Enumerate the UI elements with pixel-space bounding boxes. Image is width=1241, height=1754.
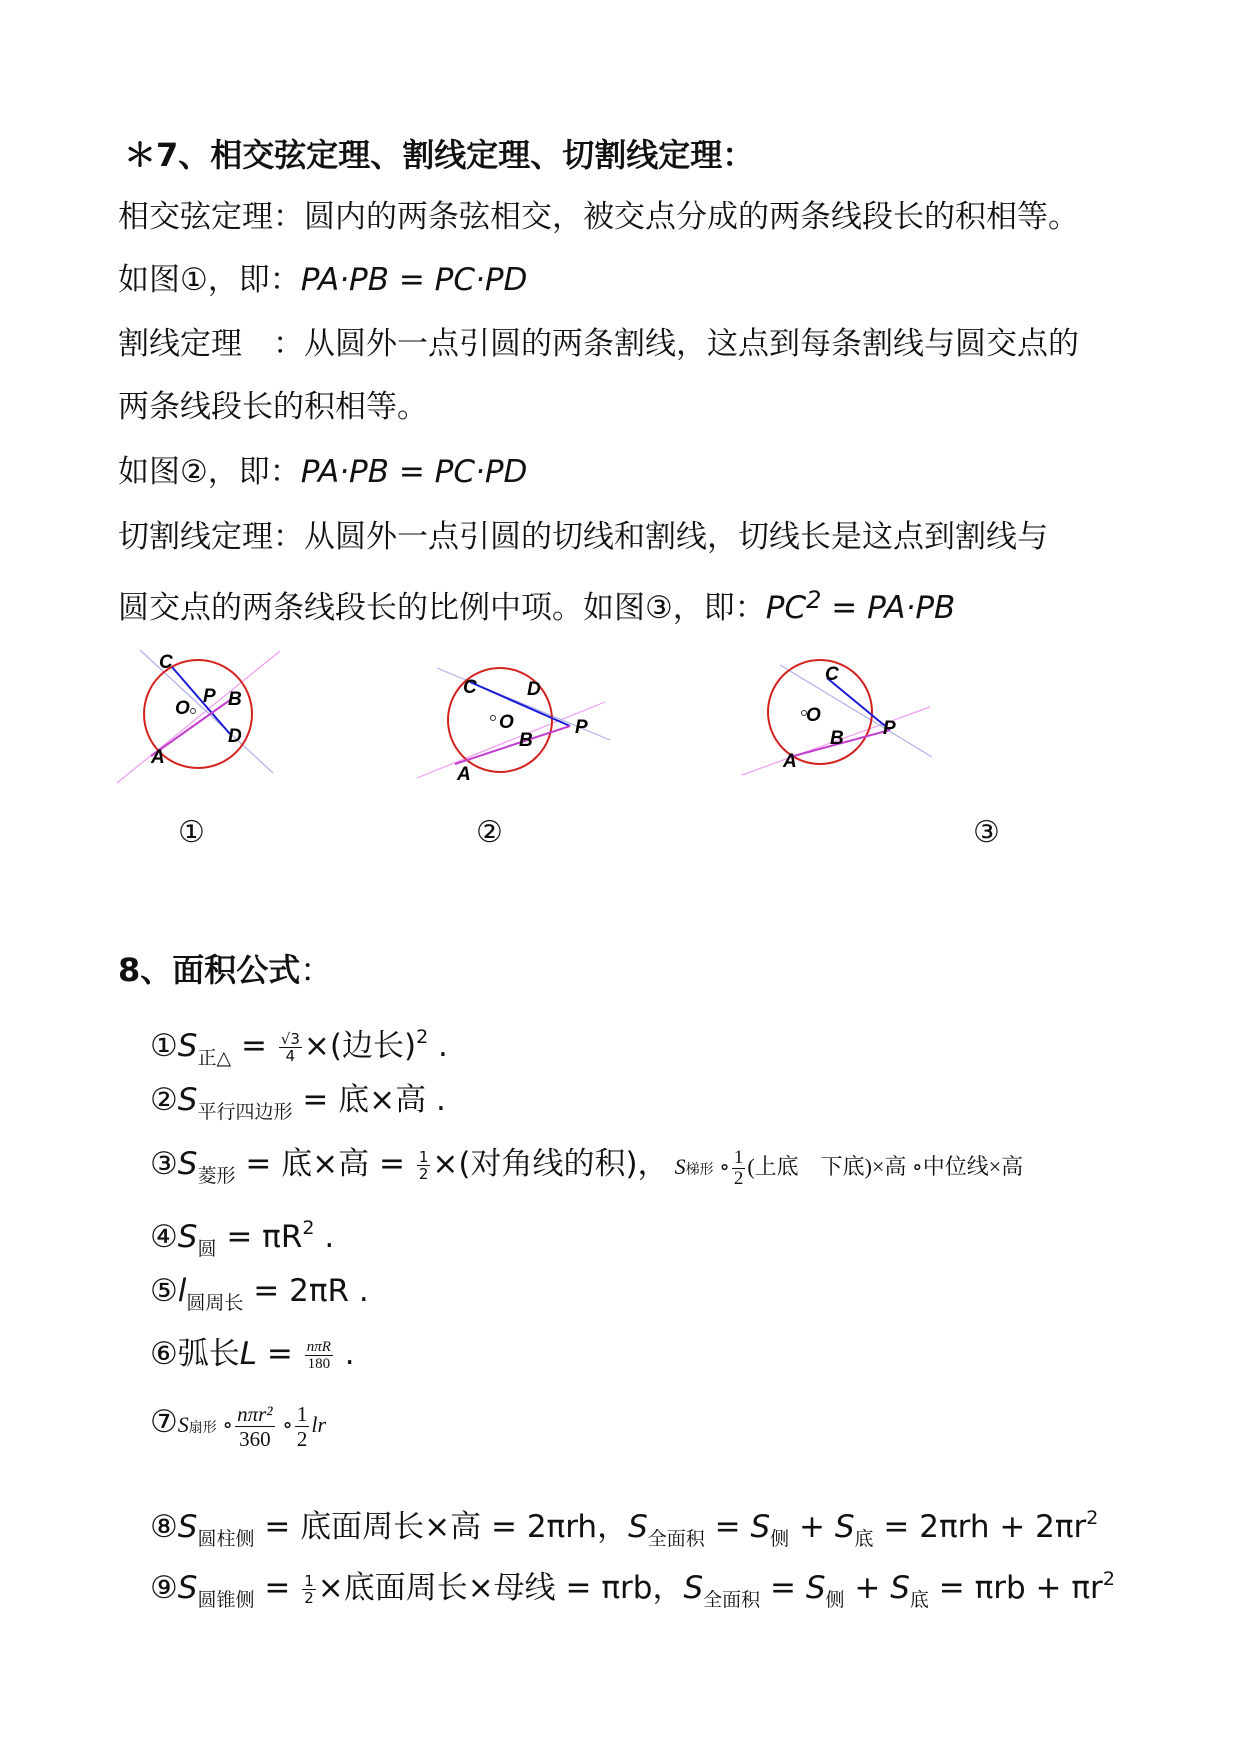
- denominator: 2: [418, 1165, 429, 1183]
- title-colon: ：: [300, 951, 333, 989]
- label-a: A: [457, 764, 471, 785]
- equals: =: [231, 1028, 277, 1064]
- text: = 2πrh + 2πr: [873, 1509, 1087, 1545]
- text: ×底面周长×母线 = πrb，: [317, 1570, 684, 1606]
- fraction: [302, 1573, 316, 1606]
- exponent: 2: [806, 586, 822, 614]
- theorem-secant-cont: 两条线段长的积相等。: [118, 389, 428, 425]
- symbol: S: [177, 1219, 198, 1255]
- subscript: 圆周长: [186, 1292, 244, 1314]
- formula-3: [150, 1142, 1023, 1198]
- figure-2: [415, 660, 615, 790]
- label-b: B: [519, 730, 533, 751]
- figure-3-caption: ③: [973, 815, 1000, 850]
- label-p: P: [203, 686, 216, 707]
- numerator: √3: [280, 1030, 300, 1048]
- exponent: 2: [416, 1026, 429, 1048]
- label-d: D: [228, 726, 242, 747]
- point-o: [491, 716, 496, 721]
- label-a: A: [783, 751, 797, 772]
- text: = 底×高 .: [292, 1082, 446, 1118]
- fraction: [305, 1339, 333, 1372]
- formula-prefix: 如图②，即：: [118, 454, 301, 490]
- label-b: B: [830, 728, 844, 749]
- fraction: [417, 1149, 431, 1182]
- subscript: 圆锥侧: [197, 1589, 255, 1611]
- subscript: 底: [854, 1528, 874, 1550]
- text: 圆交点的两条线段长的比例中项。如图③，即：: [118, 590, 766, 626]
- label-d: D: [527, 679, 541, 700]
- text: = πR: [216, 1219, 303, 1255]
- numerator: 1: [733, 1147, 744, 1169]
- formula-5: [150, 1269, 369, 1325]
- period: .: [428, 1028, 448, 1064]
- text: +: [789, 1509, 835, 1545]
- equals: ∘: [713, 1154, 730, 1179]
- label-c: C: [825, 664, 839, 685]
- symbol: S: [177, 1509, 198, 1545]
- theorem-secant: 割线定理 ：从圆外一点引圆的两条割线，这点到每条割线与圆交点的: [118, 326, 1079, 362]
- subscript: 底: [909, 1589, 929, 1611]
- point-o: [191, 709, 196, 714]
- secant-pc: [470, 682, 570, 726]
- subscript: 全面积: [647, 1528, 705, 1550]
- fraction: [295, 1402, 310, 1451]
- formula-7: [150, 1400, 326, 1451]
- equals: =: [254, 1570, 301, 1606]
- text: =: [704, 1509, 751, 1545]
- text: = 2πR .: [243, 1273, 369, 1309]
- index: ①: [150, 1028, 178, 1064]
- formula-9: [150, 1557, 1115, 1622]
- subscript: 侧: [825, 1589, 845, 1611]
- guide-line: [117, 651, 280, 783]
- symbol: L: [239, 1336, 258, 1372]
- symbol: S: [890, 1570, 910, 1606]
- symbol: S: [177, 1570, 198, 1606]
- denominator: 180: [307, 1356, 331, 1372]
- denominator: 360: [239, 1427, 271, 1452]
- tangent-pc: [827, 678, 890, 730]
- text: = 底面周长×高 = 2πrh，: [254, 1509, 629, 1545]
- denominator: 2: [304, 1589, 314, 1607]
- numerator: 1: [304, 1572, 314, 1590]
- denominator: 2: [733, 1168, 744, 1190]
- formula: PA·PB = PC·PD: [300, 262, 528, 298]
- label-c: C: [463, 677, 477, 698]
- text: = πrb + πr: [928, 1570, 1103, 1606]
- symbol: S: [750, 1509, 771, 1545]
- index: ⑨: [150, 1570, 178, 1606]
- symbol: S: [683, 1570, 704, 1606]
- symbol: S: [628, 1509, 648, 1545]
- text: ×(对角线的积)，: [432, 1146, 669, 1182]
- index: ⑦: [150, 1404, 178, 1440]
- subscript: 梯形: [685, 1163, 714, 1178]
- denominator: 4: [285, 1047, 296, 1065]
- section-7-title: ＊7、相交弦定理、割线定理、切割线定理：: [124, 136, 755, 174]
- theorem-intersecting-chords: 相交弦定理：圆内的两条弦相交，被交点分成的两条线段长的积相等。: [118, 199, 1079, 235]
- formula-prefix: 如图①，即：: [118, 262, 301, 298]
- section-8-title: [118, 950, 332, 990]
- figure-3: [740, 655, 940, 785]
- subscript: 扇形: [188, 1421, 217, 1436]
- figure-2-caption: ②: [476, 815, 503, 850]
- formula-8: [150, 1496, 1098, 1561]
- denominator: 2: [296, 1427, 308, 1452]
- equals: ∘: [216, 1412, 234, 1437]
- label-o: O: [175, 698, 190, 719]
- formula-2: [150, 1078, 446, 1134]
- symbol: S: [177, 1412, 189, 1437]
- symbol: S: [177, 1082, 198, 1118]
- subscript: 圆柱侧: [197, 1528, 255, 1550]
- formula-rest: = PA·PB: [821, 590, 956, 626]
- sector-formula: [177, 1402, 327, 1452]
- subscript: 菱形: [197, 1165, 236, 1187]
- figure-1: [115, 645, 290, 790]
- text: lr: [311, 1412, 327, 1437]
- title-text: 8、面积公式: [118, 951, 301, 989]
- fraction: [235, 1402, 275, 1451]
- fraction: [732, 1148, 746, 1189]
- subscript: 圆: [197, 1238, 217, 1260]
- equals: ∘: [276, 1412, 293, 1437]
- index: ③: [150, 1146, 178, 1182]
- equals: =: [257, 1336, 303, 1372]
- index: ⑥: [150, 1336, 178, 1372]
- period: .: [314, 1219, 335, 1255]
- subscript: 全面积: [703, 1589, 761, 1611]
- symbol: S: [834, 1509, 855, 1545]
- figure-1-caption: ①: [178, 815, 205, 850]
- theorem-tangent-secant: 切割线定理：从圆外一点引圆的切线和割线，切线长是这点到割线与: [118, 519, 1048, 555]
- label-c: C: [159, 652, 173, 673]
- index: ②: [150, 1082, 178, 1118]
- text: ×(边长): [303, 1028, 417, 1064]
- symbol: S: [177, 1146, 198, 1182]
- label-o: O: [806, 705, 821, 726]
- text: +: [844, 1570, 891, 1606]
- formula: PA·PB = PC·PD: [300, 454, 528, 490]
- formula-4: [150, 1206, 334, 1271]
- formula-line-1: [118, 260, 527, 300]
- label-b: B: [228, 689, 242, 710]
- exponent: 2: [302, 1217, 315, 1239]
- formula-line-2: [118, 452, 527, 492]
- numerator: nπR: [306, 1339, 331, 1355]
- symbol: S: [177, 1028, 198, 1064]
- symbol: S: [805, 1570, 826, 1606]
- subscript: 平行四边形: [197, 1101, 293, 1123]
- label-p: P: [575, 717, 588, 738]
- label-p: P: [883, 718, 896, 739]
- formula-6: [150, 1332, 355, 1376]
- label-a: A: [151, 747, 165, 768]
- numerator: 1: [418, 1148, 429, 1166]
- numerator: 1: [296, 1402, 308, 1427]
- exponent: 2: [1102, 1568, 1115, 1590]
- index: ④: [150, 1219, 178, 1255]
- text: 弧长: [177, 1336, 240, 1372]
- label-o: O: [499, 712, 514, 733]
- index: ⑤: [150, 1273, 178, 1309]
- period: .: [334, 1336, 355, 1372]
- symbol: l: [177, 1273, 187, 1309]
- symbol: S: [674, 1154, 686, 1179]
- theorem-tangent-secant-cont: [118, 580, 955, 628]
- formula-pc: PC: [765, 590, 807, 626]
- text: = 底×高 =: [235, 1146, 415, 1182]
- numerator: nπr²: [237, 1402, 273, 1427]
- index: ⑧: [150, 1509, 178, 1545]
- text: =: [760, 1570, 806, 1606]
- formula-1: [150, 1015, 448, 1080]
- text: (上底 下底)×高 ∘中位线×高: [747, 1154, 1024, 1179]
- subscript: 侧: [770, 1528, 790, 1550]
- fraction: [279, 1031, 302, 1064]
- trapezoid-formula: [674, 1147, 1024, 1190]
- subscript: 正△: [197, 1047, 232, 1069]
- exponent: 2: [1086, 1507, 1099, 1529]
